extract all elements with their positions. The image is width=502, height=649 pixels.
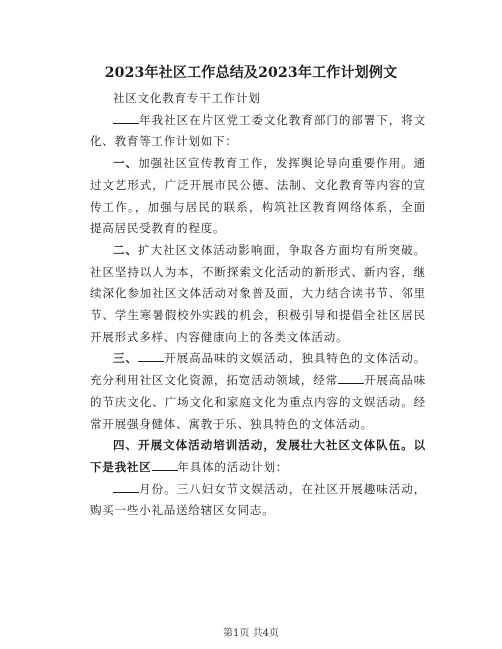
- item-text: 扩大社区文体活动影响面，争取各方面均有所突破。社区坚持以人为本，不断探索文化活动的新形式、新内容，继续深化参加社区文体活动对象普及面，大力结合读书节、邻里节、学生寒暑假校外实践的机会，积极引导和提倡全社区居民开展形式多样、内容健康向上的各类文体活动。: [90, 242, 426, 344]
- item-text: 开展文体活动培训活动，发展壮大社区文体队伍。以下是我社区: [90, 438, 426, 474]
- month-paragraph: [90, 479, 426, 522]
- document-body: [90, 88, 426, 522]
- section-subtitle: 社区文化教育专干工作计划: [113, 91, 261, 105]
- item-text-continued: 开展高品味的节庆文化、广场文化和家庭文化为重点内容的文娱活动。经常开展强身健体、寓教于乐、独具特色的文体活动。: [90, 373, 426, 431]
- item-text: 开展高品味的文娱活动，独具特色的文体活动。充分利用社区文化资源，拓宽活动领域，经常: [90, 351, 426, 388]
- item-text-continued: 年具体的活动计划：: [177, 459, 289, 474]
- fill-blank: [113, 482, 139, 493]
- document-title: 2023年社区工作总结及2023年工作计划例文: [104, 65, 398, 81]
- intro-paragraph: [90, 110, 426, 153]
- item-number: 四、: [113, 438, 139, 453]
- item-number: 二、: [113, 242, 139, 257]
- item-paragraph-1: [90, 153, 426, 240]
- fill-blank: [138, 351, 164, 362]
- fill-blank: [338, 373, 364, 384]
- item-number: 三、: [113, 351, 138, 366]
- month-text: 月份。三八妇女节文娱活动，在社区开展趣味活动，购买一些小礼品送给辖区女同志。: [90, 481, 426, 518]
- item-number: 一、: [113, 156, 139, 171]
- fill-blank: [113, 113, 139, 124]
- intro-text: 年我社区在片区党工委文化教育部门的部署下，将文化、教育等工作计划如下：: [90, 112, 426, 149]
- item-paragraph-2: [90, 240, 426, 349]
- item-paragraph-4: [90, 435, 426, 478]
- item-text: 加强社区宣传教育工作，发挥舆论导向重要作用。通过文艺形式，广泛开展市民公德、法制、文化教育等内容的宣传工作。，加强与居民的联系，构筑社区教育网络体系，全面提高居民受教育的程度。: [90, 156, 426, 236]
- page-footer: 第1页 共4页: [223, 628, 279, 639]
- item-paragraph-3: [90, 348, 426, 435]
- fill-blank: [152, 460, 178, 471]
